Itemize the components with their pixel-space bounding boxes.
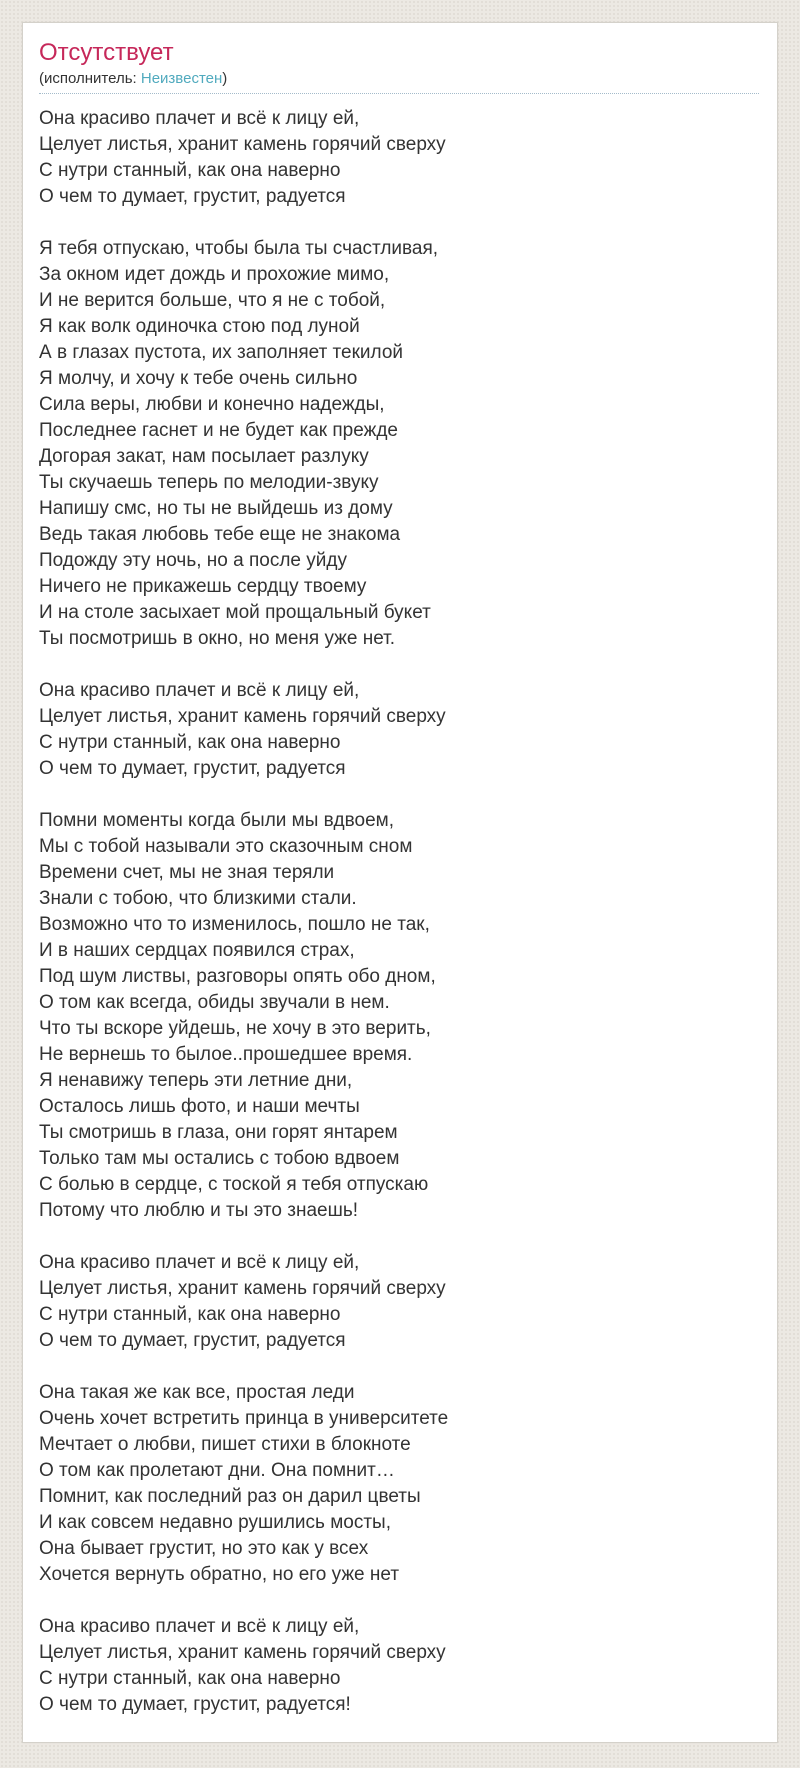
artist-label-close: ) bbox=[222, 70, 228, 87]
lyrics-card bbox=[22, 22, 778, 1743]
stanza: Она красиво плачет и всё к лицу ей, Целует листья, хранит камень горячий сверху С нутри станный, как она наверно О чем то думает, грустит, радуется bbox=[39, 680, 446, 779]
artist-line bbox=[39, 69, 759, 88]
stanza: Она красиво плачет и всё к лицу ей, Целует листья, хранит камень горячий сверху С нутри станный, как она наверно О чем то думает, грустит, радуется bbox=[39, 108, 446, 207]
artist-label: (исполнитель: bbox=[39, 70, 141, 87]
stanza: Она такая же как все, простая леди Очень хочет встретить принца в университете Мечтает о любви, пишет стихи в блокноте О том как пролетают дни. Она помнит… Помнит, как последний раз он дарил цветы И как совсем недавно рушились мосты, Она бывает грустит, но это как у всех Хочется вернуть обратно, но его уже нет bbox=[39, 1382, 449, 1585]
stanza: Она красиво плачет и всё к лицу ей, Целует листья, хранит камень горячий сверху С нутри станный, как она наверно О чем то думает, грустит, радуется! bbox=[39, 1616, 446, 1715]
stanza: Помни моменты когда были мы вдвоем, Мы с тобой называли это сказочным сном Времени счет, мы не зная теряли Знали с тобою, что близкими стали. Возможно что то изменилось, пошло не так, И в наших сердцах появился страх, Под шум листвы, разговоры опять обо дном, О том как всегда, обиды звучали в нем. Что ты вскоре уйдешь, не хочу в это верить, Не вернешь то былое..прошедшее время. Я ненавижу теперь эти летние дни, Осталось лишь фото, и наши мечты Ты смотришь в глаза, они горят янтарем Только там мы остались с тобою вдвоем С болью в сердце, с тоской я тебя отпускаю Потому что люблю и ты это знаешь! bbox=[39, 810, 436, 1221]
song-header bbox=[39, 39, 759, 94]
stanza: Я тебя отпускаю, чтобы была ты счастливая, За окном идет дождь и прохожие мимо, И не верится больше, что я не с тобой, Я как волк одиночка стою под луной А в глазах пустота, их заполняет текилой Я молчу, и хочу к тебе очень сильно Сила веры, любви и конечно надежды, Последнее гаснет и не будет как прежде Догорая закат, нам посылает разлуку Ты скучаешь теперь по мелодии-звуку Напишу смс, но ты не выйдешь из дому Ведь такая любовь тебе еще не знакома Подожду эту ночь, но а после уйду Ничего не прикажешь сердцу твоему И на столе засыхает мой прощальный букет Ты посмотришь в окно, но меня уже нет. bbox=[39, 238, 439, 649]
stanza: Она красиво плачет и всё к лицу ей, Целует листья, хранит камень горячий сверху С нутри станный, как она наверно О чем то думает, грустит, радуется bbox=[39, 1252, 446, 1351]
artist-link[interactable]: Неизвестен bbox=[140, 70, 223, 87]
song-title: Отсутствует bbox=[39, 39, 174, 66]
lyrics-text bbox=[39, 94, 759, 1718]
